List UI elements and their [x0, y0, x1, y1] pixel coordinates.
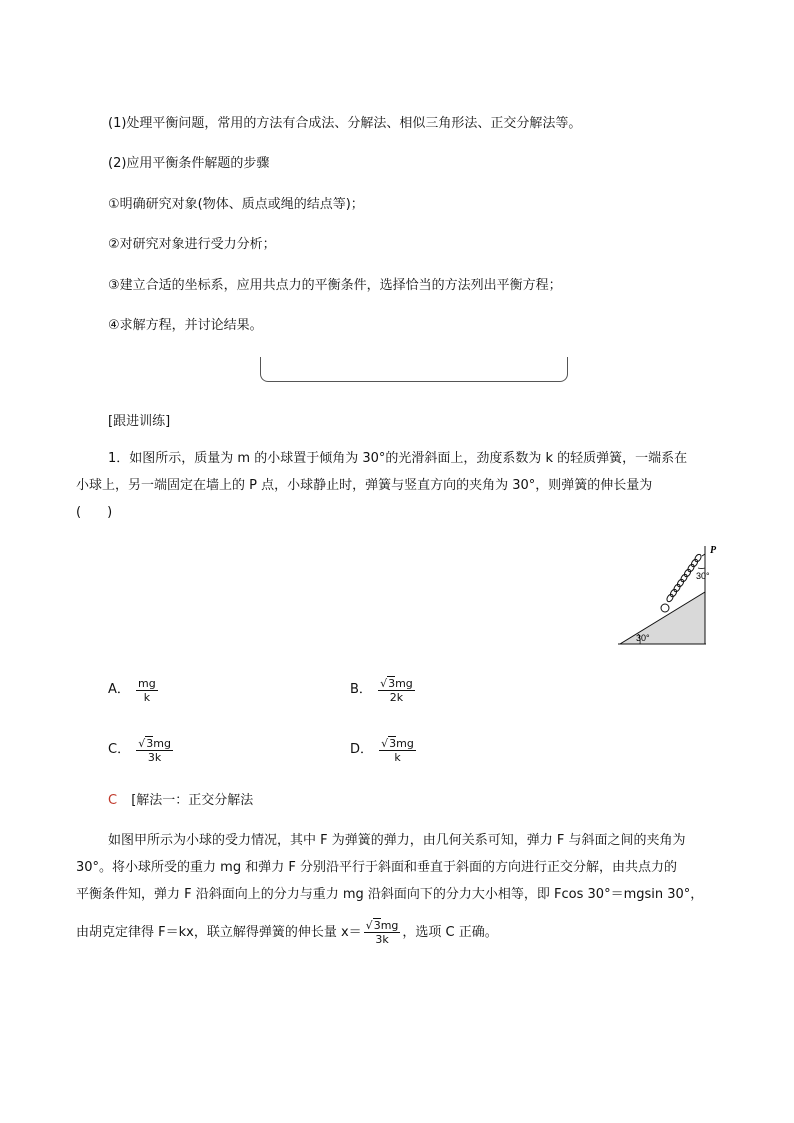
option-d-numerator: mg: [396, 736, 414, 750]
option-c-fraction: [136, 737, 173, 764]
solution-line-2: 30°。将小球所受的重力 mg 和弹力 F 分别沿平行于斜面和垂直于斜面的方向进行正交分解，由共点力的: [76, 860, 677, 875]
step-2: ②对研究对象进行受力分析；: [108, 237, 276, 252]
option-c-radicand: 3: [146, 736, 154, 750]
solution-line-1: 如图甲所示为小球的受力情况，其中 F 为弹簧的弹力，由几何关系可知，弹力 F 与斜面之间的夹角为: [108, 833, 686, 848]
option-c-denominator: 3k: [147, 750, 162, 764]
option-c-letter: C．: [108, 742, 131, 757]
solution-radicand: 3: [373, 919, 381, 932]
option-a-letter: A．: [108, 682, 130, 697]
section-bracket: [260, 357, 568, 382]
option-a-fraction: [136, 677, 158, 704]
solution-method: [解法一：正交分解法: [131, 793, 254, 808]
question-line-1: 1．如图所示，质量为 m 的小球置于倾角为 30°的光滑斜面上，劲度系数为 k 的轻质弹簧，一端系在: [108, 451, 688, 466]
option-b-radicand: 3: [388, 676, 396, 690]
option-c-numerator: mg: [153, 736, 171, 750]
label-angle-bottom: 30°: [636, 633, 650, 643]
label-p: P: [710, 545, 717, 556]
option-b-letter: B．: [350, 682, 372, 697]
option-d-radicand: 3: [389, 736, 397, 750]
option-d-denominator: k: [394, 750, 401, 764]
solution-denominator: 3k: [375, 933, 389, 946]
option-c[interactable]: [108, 736, 175, 765]
solution-line-4-pre: 由胡克定律得 F＝kx，联立解得弹簧的伸长量 x＝: [76, 925, 362, 940]
option-d-letter: D．: [350, 742, 374, 757]
sqrt-sign: √3: [365, 919, 381, 932]
sqrt-sign: √3: [381, 736, 397, 750]
solution-heading: [108, 792, 253, 810]
solution-line-3: 平衡条件知，弹力 F 沿斜面向上的分力与重力 mg 沿斜面向下的分力大小相等，即 Fcos 30°＝mgsin 30°，: [76, 887, 704, 902]
solution-fraction: [364, 919, 401, 946]
solution-numerator: mg: [380, 919, 399, 932]
answer-letter: C: [108, 793, 118, 808]
incline-spring-figure: [618, 544, 728, 648]
solution-line-4: [76, 918, 498, 948]
question-line-3: ( ): [76, 505, 113, 520]
option-b-numerator: mg: [395, 676, 413, 690]
option-b-fraction: [378, 677, 415, 704]
summary-method-text: (1)处理平衡问题，常用的方法有合成法、分解法、相似三角形法、正交分解法等。: [108, 116, 582, 131]
solution-line-4-post: ，选项 C 正确。: [402, 925, 498, 940]
practice-heading: [跟进训练]: [108, 414, 171, 429]
ball: [661, 604, 669, 612]
sqrt-sign: √3: [380, 676, 396, 690]
option-a-numerator: mg: [138, 676, 156, 690]
summary-steps-heading: (2)应用平衡条件解题的步骤: [108, 156, 270, 171]
option-a[interactable]: [108, 676, 160, 705]
option-a-denominator: k: [143, 690, 151, 704]
question-line-2: 小球上，另一端固定在墙上的 P 点，小球静止时，弹簧与竖直方向的夹角为 30°，则弹簧的伸长量为: [76, 478, 653, 493]
step-3: ③建立合适的坐标系，应用共点力的平衡条件，选择恰当的方法列出平衡方程；: [108, 278, 562, 293]
incline-triangle: [620, 592, 705, 644]
step-1: ①明确研究对象(物体、质点或绳的结点等)；: [108, 197, 364, 212]
label-angle-top: 30°: [696, 571, 710, 581]
option-b-denominator: 2k: [389, 690, 404, 704]
step-4: ④求解方程，并讨论结果。: [108, 318, 263, 333]
option-d-fraction: [379, 737, 416, 764]
option-b[interactable]: [350, 676, 417, 705]
option-d[interactable]: [350, 736, 418, 765]
sqrt-sign: √3: [138, 736, 154, 750]
